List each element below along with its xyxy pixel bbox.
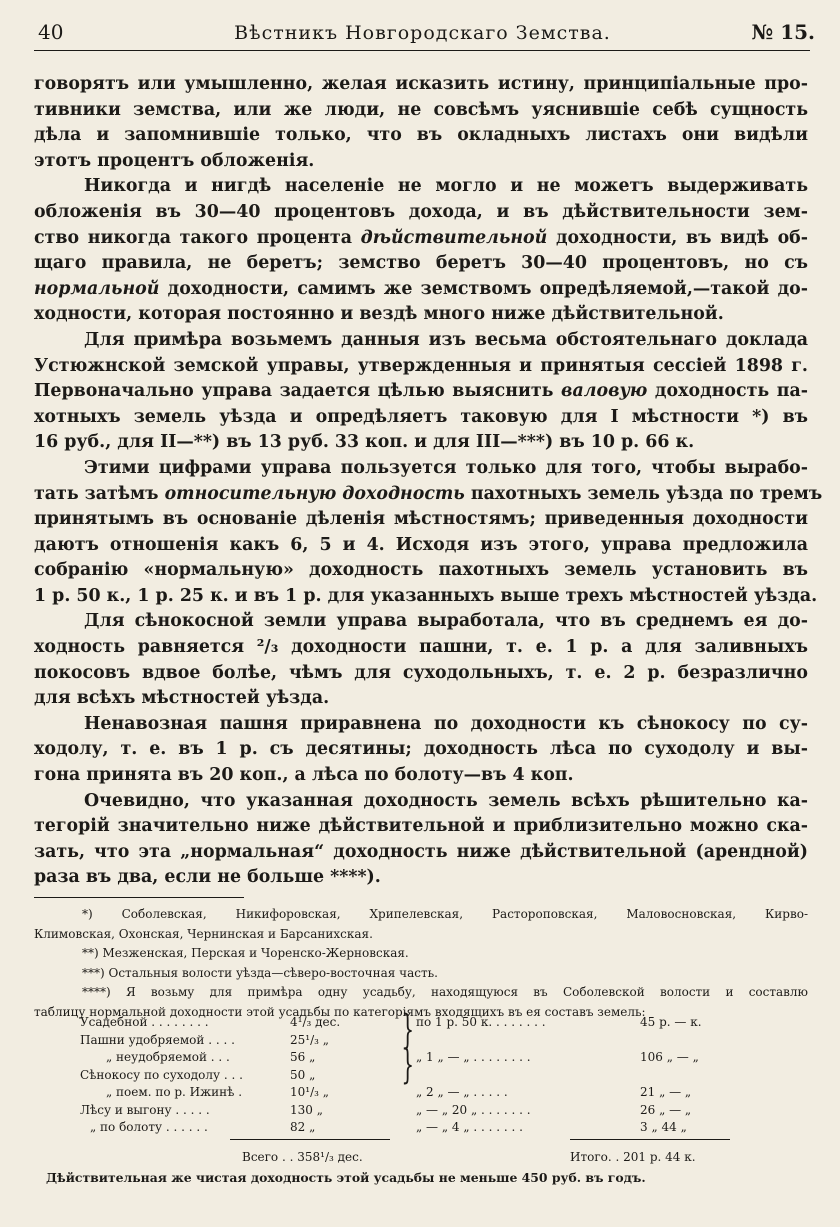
page-number: 40 xyxy=(38,20,64,44)
footnote-line: ***) Остальныя волости уѣзда—сѣверо-восточная часть. xyxy=(82,965,438,980)
footnote-line: таблицу нормальной доходности этой усадьбы по категоріямъ входящихъ въ ея составъ земель: xyxy=(34,1004,646,1019)
table-row xyxy=(80,1049,760,1067)
area-cell: 56 „ xyxy=(290,1050,316,1064)
category-cell: Усадебной . . . . . . . . xyxy=(80,1015,209,1029)
category-cell: „ неудобряемой . . . xyxy=(106,1050,230,1064)
text-fragment: пахотныхъ земель уѣзда по тремъ xyxy=(470,483,823,504)
text-line: тивники земства, или же люди, не совсѣмъ уяснившіе себѣ сущность xyxy=(34,99,808,120)
footnotes xyxy=(34,905,808,1023)
category-cell: Пашни удобряемой . . . . xyxy=(80,1032,235,1047)
issue-number: № 15. xyxy=(751,20,815,44)
area-cell: 25¹/₃ „ xyxy=(290,1032,329,1047)
category-cell: „ по болоту . . . . . . xyxy=(90,1120,208,1134)
text-line: 1 р. 50 к., 1 р. 25 к. и въ 1 р. для указанныхъ выше трехъ мѣстностей уѣзда. xyxy=(34,585,818,606)
brace-glyph: } xyxy=(401,1007,415,1053)
area-cell: 82 „ xyxy=(290,1120,316,1134)
text-line: 16 руб., для II—**) въ 13 руб. 33 коп. и для III—***) въ 10 р. 66 к. xyxy=(34,432,695,453)
text-line: тегорій значительно ниже дѣйствительной и приблизительно можно ска- xyxy=(34,816,808,837)
amount-cell: 3 „ 44 „ xyxy=(640,1120,687,1134)
text-line: Ненавозная пашня приравнена по доходности къ сѣнокосу по су- xyxy=(84,713,808,734)
text-line: Для примѣра возьмемъ данныя изъ весьма обстоятельнаго доклада xyxy=(84,329,808,350)
text-line: говорятъ или умышленно, желая исказить истину, принципіальные про- xyxy=(34,74,808,94)
text-line: Устюжнской земской управы, утвержденныя и принятыя сессіей 1898 г. xyxy=(34,355,808,376)
amount-cell: 106 „ — „ xyxy=(640,1050,699,1064)
total-area: Всего . . 358¹/₃ дес. xyxy=(242,1150,363,1164)
text-line xyxy=(34,379,808,405)
page-header xyxy=(30,18,815,48)
text-line: гона принята въ 20 коп., а лѣса по болоту—въ 4 коп. xyxy=(34,765,574,786)
text-line: щаго правила, не беретъ; земство беретъ 30—40 процентовъ, но съ xyxy=(34,253,808,274)
text-fragment: тать затѣмъ xyxy=(34,483,159,504)
footnote-line: **) Мезженская, Перская и Чоренско-Жерновская. xyxy=(82,946,409,961)
italic-term: относительную доходность xyxy=(164,483,465,504)
table-row xyxy=(80,1032,760,1050)
text-fragment: доходности, самимъ же земствомъ опредѣляемой,—такой до- xyxy=(167,278,809,299)
text-line: обложенія въ 30—40 процентовъ дохода, и въ дѣйствительности зем- xyxy=(34,201,808,222)
table-row xyxy=(80,1102,760,1120)
sum-rule xyxy=(570,1139,730,1140)
brace-glyph: } xyxy=(401,1042,415,1088)
text-line: ходолу, т. е. въ 1 р. съ десятины; доходность лѣса по суходолу и вы- xyxy=(34,739,808,760)
text-fragment: доходность па- xyxy=(654,381,808,402)
header-rule xyxy=(34,50,810,51)
amount-cell: 26 „ — „ xyxy=(640,1102,692,1117)
text-line: Никогда и нигдѣ населеніе не могло и не можетъ выдерживать xyxy=(84,176,808,197)
text-line: собранію «нормальную» доходность пахотныхъ земель установить въ xyxy=(34,560,808,581)
amount-cell: 45 р. — к. xyxy=(640,1015,702,1029)
table-row xyxy=(80,1014,760,1032)
rate-cell: „ — „ 20 „ . . . . . . . xyxy=(416,1102,531,1117)
text-line xyxy=(34,277,808,303)
text-line: принятымъ въ основаніе дѣленія мѣстностямъ; приведенныя доходности xyxy=(34,509,808,530)
area-cell: 4¹/₃ дес. xyxy=(290,1015,341,1029)
amount-cell: 21 „ — „ xyxy=(640,1085,692,1099)
rate-cell: „ 1 „ — „ . . . . . . . . xyxy=(416,1050,531,1064)
text-line: Этими цифрами управа пользуется только для того, чтобы вырабо- xyxy=(84,457,808,478)
area-cell: 10¹/₃ „ xyxy=(290,1085,329,1099)
text-line: ходности, которая постоянно и вездѣ много ниже дѣйствительной. xyxy=(34,304,724,325)
footnote-rule xyxy=(34,897,244,898)
text-line: для всѣхъ мѣстностей уѣзда. xyxy=(34,688,330,709)
text-line: зать, что эта „нормальная“ доходность ниже дѣйствительной (арендной) xyxy=(34,841,808,862)
footnote-line: *) Соболевская, Никифоровская, Хрипелевская, Растороповская, Маловосновская, Кирво- xyxy=(82,907,808,921)
conclusion-line: Дѣйствительная же чистая доходность этой усадьбы не меньше 450 руб. въ годъ. xyxy=(46,1170,646,1185)
table-row xyxy=(80,1119,760,1137)
footnote-line: ****) Я возьму для примѣра одну усадьбу, находящуюся въ Соболевской волости и составлю xyxy=(82,985,808,1000)
text-line: даютъ отношенія какъ 6, 5 и 4. Исходя изъ этого, управа предложила xyxy=(34,534,808,555)
journal-title: Вѣстникъ Новгородскаго Земства. xyxy=(234,22,611,44)
total-amount: Итого. . 201 р. 44 к. xyxy=(570,1150,696,1164)
italic-term: нормальной xyxy=(34,278,160,299)
rate-cell: „ — „ 4 „ . . . . . . . xyxy=(416,1120,523,1134)
category-cell: Лѣсу и выгону . . . . . xyxy=(80,1102,210,1117)
rate-cell: „ 2 „ — „ . . . . . xyxy=(416,1085,508,1099)
sum-rule xyxy=(230,1139,390,1140)
area-cell: 130 „ xyxy=(290,1102,323,1117)
text-line: Очевидно, что указанная доходность земель всѣхъ рѣшительно ка- xyxy=(84,790,808,811)
italic-term: валовую xyxy=(561,381,648,402)
text-line: покосовъ вдвое болѣе, чѣмъ для суходольныхъ, т. е. 2 р. безразлично xyxy=(34,662,808,683)
category-cell: „ поем. по р. Ижинѣ . xyxy=(106,1085,243,1099)
text-fragment: Первоначально управа задается цѣлью выяснить xyxy=(34,381,554,402)
text-line xyxy=(34,482,823,508)
table-row xyxy=(80,1067,760,1085)
text-line: Для сѣнокосной земли управа выработала, что въ среднемъ ея до- xyxy=(84,611,808,632)
footnote-line: Климовская, Охонская, Чернинская и Барсанихская. xyxy=(34,926,373,941)
table-row xyxy=(80,1084,760,1102)
text-line xyxy=(34,226,808,252)
text-fragment: ство никогда такого процента xyxy=(34,227,352,248)
text-fragment: доходности, въ видѣ об- xyxy=(555,227,808,248)
text-line: раза въ два, если не больше ****). xyxy=(34,867,381,888)
text-line: ходность равняется ²/₃ доходности пашни, т. е. 1 р. а для заливныхъ xyxy=(34,637,808,658)
rate-cell: по 1 р. 50 к. . . . . . . . xyxy=(416,1015,546,1029)
italic-term: дѣйствительной xyxy=(360,227,548,248)
text-line: этотъ процентъ обложенія. xyxy=(34,150,315,171)
main-text xyxy=(34,72,823,891)
category-cell: Сѣнокосу по суходолу . . . xyxy=(80,1067,243,1082)
area-cell: 50 „ xyxy=(290,1067,316,1082)
text-line: хотныхъ земель уѣзда и опредѣляетъ таковую для I мѣстности *) въ xyxy=(34,406,808,427)
text-line: дѣла и запомнившіе только, что въ окладныхъ листахъ они видѣли xyxy=(34,125,808,146)
